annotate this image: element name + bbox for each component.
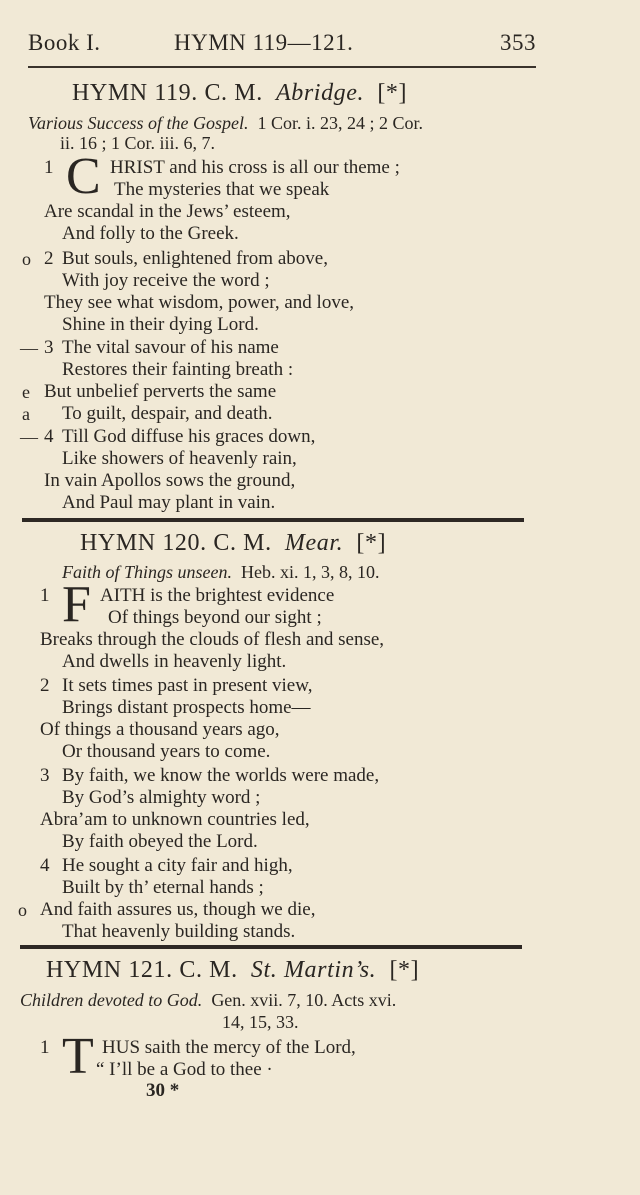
verse-line: Till God diffuse his graces down, [62, 426, 316, 447]
verse-line: Like showers of heavenly rain, [62, 448, 297, 469]
verse-number: 2 [40, 675, 50, 696]
verse-line: In vain Apollos sows the ground, [44, 470, 296, 491]
verse-line: By faith obeyed the Lord. [62, 831, 258, 852]
dynamic-mark: — [20, 427, 38, 447]
verse-line: And faith assures us, though we die, [40, 899, 316, 920]
verse-line: And folly to the Greek. [62, 223, 239, 244]
hymn-121-tune: St. Martin’s. [250, 957, 377, 983]
verse-line: They see what wisdom, power, and love, [44, 292, 355, 313]
verse-line: AITH is the brightest evidence [100, 585, 335, 606]
hymn-120-subject: Faith of Things unseen. Heb. xi. 1, 3, 8, 10. [62, 562, 380, 582]
verse-line: HRIST and his cross is all our theme ; [110, 157, 400, 178]
verse-line: Shine in their dying Lord. [62, 314, 259, 335]
verse-line: By God’s almighty word ; [62, 787, 261, 808]
dynamic-mark: o [18, 900, 27, 920]
verse-number: 3 [44, 337, 54, 358]
verse-line: He sought a city fair and high, [62, 855, 293, 876]
verse-line: That heavenly building stands. [62, 921, 296, 942]
hymn-119-mark: [*] [377, 80, 408, 106]
verse-line: Brings distant prospects home— [62, 697, 311, 718]
drop-cap: T [62, 1028, 94, 1085]
verse-number: 4 [40, 855, 50, 876]
verse-line: By faith, we know the worlds were made, [62, 765, 380, 786]
verse-number: 3 [40, 765, 50, 786]
hymn-120-mark: [*] [356, 530, 387, 556]
hymn-119-title: HYMN 119. C. M. Abridge. [*] [72, 80, 408, 106]
verse-line: The mysteries that we speak [114, 179, 330, 200]
verse-number: 1 [40, 585, 50, 606]
hymn-range: HYMN 119—121. [174, 30, 354, 55]
signature-mark: 30 * [146, 1080, 180, 1101]
hymn-120-tune: Mear. [284, 530, 344, 556]
verse-line: “ I’ll be a God to thee · [96, 1059, 273, 1080]
drop-cap: C [66, 148, 101, 205]
dynamic-mark: e [22, 382, 30, 402]
running-head [28, 30, 536, 62]
hymn-119-tune: Abridge. [276, 80, 365, 106]
header-rule [28, 66, 536, 68]
hymn-119-subject: Various Success of the Gospel. 1 Cor. i. 23, 24 ; 2 Cor. [28, 113, 423, 133]
hymn-121-title: HYMN 121. C. M. St. Martin’s. [*] [46, 957, 420, 983]
verse-number: 2 [44, 248, 54, 269]
dynamic-mark: — [20, 338, 38, 358]
verse-line: Built by th’ eternal hands ; [62, 877, 264, 898]
drop-cap: F [62, 576, 91, 633]
verse-line: Of things beyond our sight ; [108, 607, 322, 628]
verse-line: With joy receive the word ; [62, 270, 270, 291]
section-rule [22, 518, 524, 522]
verse-line: The vital savour of his name [62, 337, 279, 358]
verse-line: Are scandal in the Jews’ esteem, [44, 201, 291, 222]
hymn-119-refs-cont: ii. 16 ; 1 Cor. iii. 6, 7. [60, 133, 216, 153]
verse-line: Abra’am to unknown countries led, [40, 809, 310, 830]
verse-number: 1 [40, 1037, 50, 1058]
page-number: 353 [500, 30, 536, 55]
verse-line: Breaks through the clouds of flesh and sense, [40, 629, 385, 650]
verse-line: And dwells in heavenly light. [62, 651, 287, 672]
hymn-121-refs-cont: 14, 15, 33. [222, 1012, 299, 1032]
verse-number: 1 [44, 157, 54, 178]
hymn-121-mark: [*] [389, 957, 420, 983]
verse-line: HUS saith the mercy of the Lord, [102, 1037, 356, 1058]
verse-line: To guilt, despair, and death. [62, 403, 273, 424]
book-label: Book I. [28, 30, 101, 55]
hymn-120-title: HYMN 120. C. M. Mear. [*] [80, 530, 387, 556]
dynamic-mark: o [22, 249, 31, 269]
dynamic-mark: a [22, 404, 30, 424]
verse-line: It sets times past in present view, [62, 675, 313, 696]
verse-line: Of things a thousand years ago, [40, 719, 280, 740]
section-rule [20, 945, 522, 949]
verse-line: Restores their fainting breath : [62, 359, 294, 380]
hymn-121-subject: Children devoted to God. Gen. xvii. 7, 10. Acts xvi. [20, 990, 397, 1010]
verse-line: And Paul may plant in vain. [62, 492, 276, 513]
verse-number: 4 [44, 426, 54, 447]
verse-line: Or thousand years to come. [62, 741, 271, 762]
verse-line: But souls, enlightened from above, [62, 248, 328, 269]
verse-line: But unbelief perverts the same [44, 381, 277, 402]
